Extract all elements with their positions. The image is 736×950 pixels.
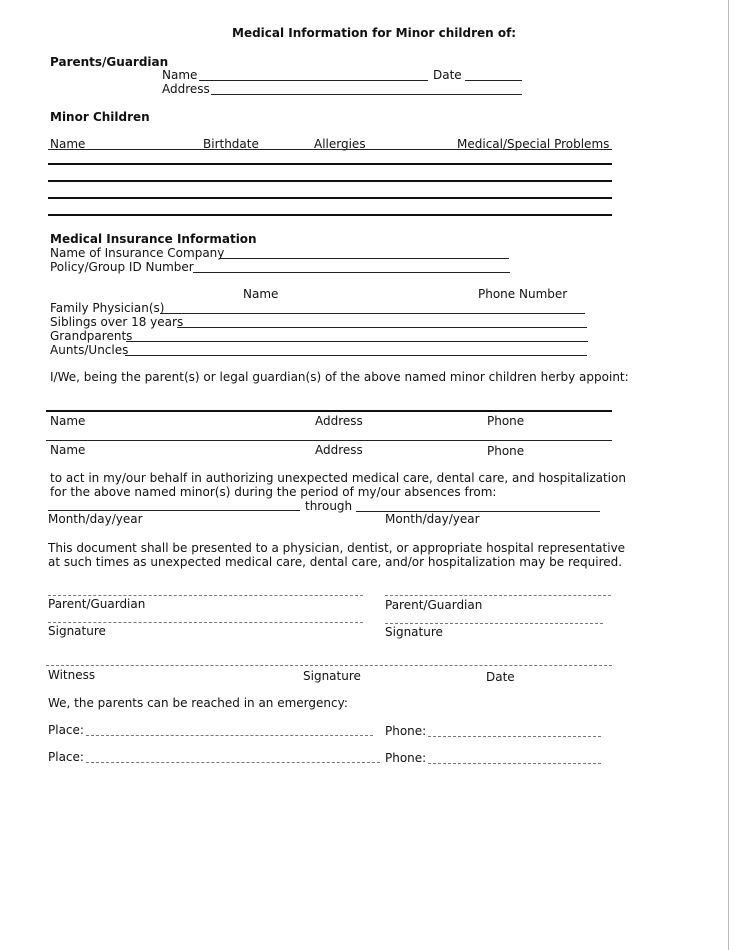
document-note-line-2: at such times as unexpected medical care, dental care, and/or hospitalization may be required. <box>48 555 623 569</box>
place-2-label: Place: <box>48 750 84 764</box>
siblings-field[interactable] <box>177 327 587 328</box>
child-row-1[interactable] <box>48 163 612 165</box>
appointee-1-address-label: Address <box>315 414 363 428</box>
aunts-uncles-label: Aunts/Uncles <box>50 343 129 357</box>
child-row-2[interactable] <box>48 180 612 182</box>
children-header-rule <box>48 149 612 150</box>
appointee-1-name-label: Name <box>50 414 86 428</box>
grandparents-field[interactable] <box>126 341 588 342</box>
authorization-line-1: to act in my/our behalf in authorizing unexpected medical care, dental care, and hospitalization <box>50 471 626 485</box>
form-title: Medical Information for Minor children of: <box>232 26 517 40</box>
phone-2-label: Phone: <box>385 751 427 765</box>
aunts-uncles-field[interactable] <box>125 355 587 356</box>
parent-date-field[interactable] <box>465 80 522 81</box>
parents-heading: Parents/Guardian <box>50 55 169 69</box>
to-date-label: Month/day/year <box>385 512 480 526</box>
phone-1-field[interactable] <box>428 736 601 737</box>
witness-signature-label: Signature <box>303 669 361 683</box>
col-medical-problems: Medical/Special Problems <box>457 137 610 151</box>
appointee-2-name-label: Name <box>50 443 86 457</box>
document-note-line-1: This document shall be presented to a physician, dentist, or appropriate hospital representative <box>48 541 626 555</box>
appointee-2-phone-label: Phone <box>487 444 525 458</box>
parent-guardian-1-label: Parent/Guardian <box>48 597 146 611</box>
authorization-line-2: for the above named minor(s) during the period of my/our absences from: <box>50 485 497 499</box>
child-row-4[interactable] <box>48 214 612 216</box>
policy-id-field[interactable] <box>193 272 510 273</box>
insurance-company-field[interactable] <box>219 258 509 259</box>
policy-id-label: Policy/Group ID Number <box>50 260 194 274</box>
emergency-statement: We, the parents can be reached in an emergency: <box>48 696 348 710</box>
family-physician-field[interactable] <box>160 313 585 314</box>
place-1-field[interactable] <box>86 735 373 736</box>
insurance-heading: Medical Insurance Information <box>50 232 257 246</box>
witness-line[interactable] <box>46 665 612 666</box>
signature-2-label: Signature <box>385 625 443 639</box>
phone-1-label: Phone: <box>385 724 427 738</box>
siblings-label: Siblings over 18 years <box>50 315 184 329</box>
insurance-company-label: Name of Insurance Company <box>50 246 225 260</box>
col-allergies: Allergies <box>314 137 366 151</box>
parent-name-label: Name <box>162 68 198 82</box>
parent-guardian-2-label: Parent/Guardian <box>385 598 483 612</box>
parent-guardian-2-field[interactable] <box>385 595 611 596</box>
grandparents-label: Grandparents <box>50 329 133 343</box>
child-row-3[interactable] <box>48 197 612 199</box>
signature-1-field[interactable] <box>48 622 363 623</box>
place-2-field[interactable] <box>86 762 380 763</box>
col-birthdate: Birthdate <box>203 137 259 151</box>
contacts-phone-col: Phone Number <box>478 287 568 301</box>
minor-children-heading: Minor Children <box>50 110 150 124</box>
signature-1-label: Signature <box>48 624 106 638</box>
from-date-label: Month/day/year <box>48 512 143 526</box>
parent-date-label: Date <box>433 68 462 82</box>
through-label: through <box>305 499 353 513</box>
witness-date-label: Date <box>486 670 515 684</box>
signature-2-field[interactable] <box>385 623 603 624</box>
appointee-1-line[interactable] <box>46 410 612 412</box>
appoint-statement: I/We, being the parent(s) or legal guardian(s) of the above named minor children herby appoint: <box>50 370 629 384</box>
absence-from-field[interactable] <box>48 510 300 511</box>
contacts-name-col: Name <box>243 287 279 301</box>
appointee-2-address-label: Address <box>315 443 363 457</box>
appointee-1-phone-label: Phone <box>487 414 525 428</box>
parent-address-label: Address <box>162 82 210 96</box>
witness-label: Witness <box>48 668 96 682</box>
parent-name-field[interactable] <box>199 80 428 81</box>
family-physician-label: Family Physician(s) <box>50 301 165 315</box>
parent-address-field[interactable] <box>211 94 522 95</box>
phone-2-field[interactable] <box>428 763 601 764</box>
col-name: Name <box>50 137 86 151</box>
parent-guardian-1-field[interactable] <box>48 595 363 596</box>
place-1-label: Place: <box>48 723 84 737</box>
scan-edge <box>728 0 729 950</box>
appointee-2-line[interactable] <box>46 440 612 441</box>
